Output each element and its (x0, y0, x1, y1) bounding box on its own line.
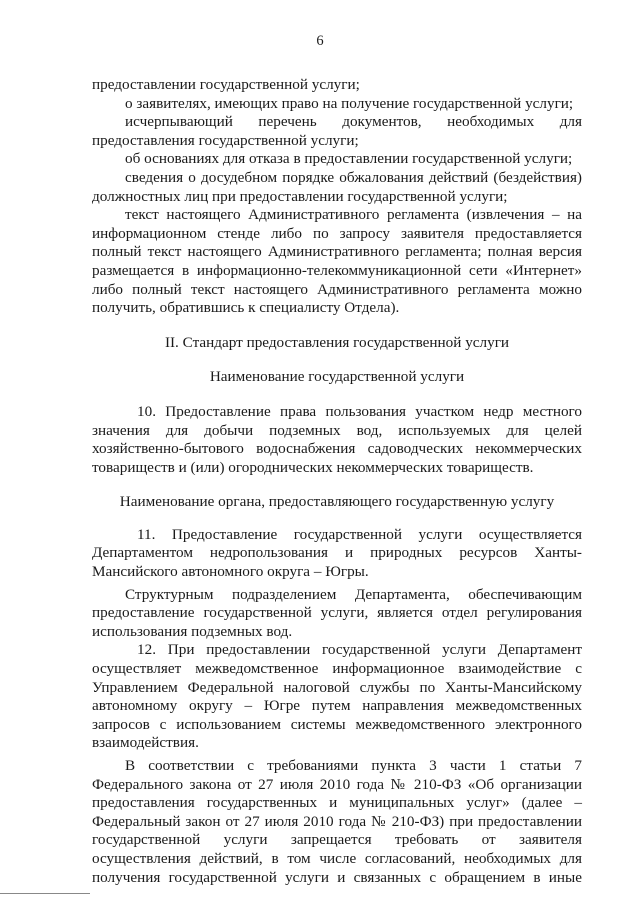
document-body (92, 76, 582, 887)
paragraph-11-structural-unit: Структурным подразделением Департамента, обеспечивающим предоставление государственной услуги, является отдел регулирования использования подземных вод. (92, 585, 582, 640)
paragraph-applicants: о заявителях, имеющих право на получение государственной услуги; (125, 94, 574, 112)
paragraph-10: 10. Предоставление права пользования участком недр местного значения для добычи подземных вод, используемых для целей хозяйственно-бытового водоснабжения садоводческих некоммерческих товариществ и (или) огороднических некоммерческих товариществ. (92, 402, 582, 476)
footer-rule (0, 893, 90, 894)
paragraph-federal-law: В соответствии с требованиями пункта 3 части 1 статьи 7 Федерального закона от 27 июля 2010 года № 210-ФЗ «Об организации предоставления государственных и муниципальных услуг» (далее – Федеральный закон от 27 июля 2010 года № 210-ФЗ) при предоставлении государственной услуги запрещается требовать от заявителя осуществления действий, в том числе согласований, необходимых для получения государственной услуги и связанных с обращением в иные (92, 757, 582, 886)
paragraph-documents-list: исчерпывающий перечень документов, необходимых для предоставления государственной услуги; (92, 113, 582, 149)
paragraph-refusal-grounds: об основаниях для отказа в предоставлении государственной услуги; (125, 150, 573, 168)
paragraph-11: 11. Предоставление государственной услуги осуществляется Департаментом недропользования и природных ресурсов Ханты-Мансийского автономного округа – Югры. (92, 525, 582, 581)
paragraph-12: 12. При предоставлении государственной услуги Департамент осуществляет межведомственное информационное взаимодействие с Управлением Федеральной налоговой службы по Ханты-Мансийскому автономному округу – Югре путем направления межведомственных запросов с использованием системы межведомственного электронного взаимодействия. (92, 641, 582, 752)
section-heading: II. Стандарт предоставления государственной услуги (164, 333, 510, 351)
paragraph-appeal-procedure: сведения о досудебном порядке обжалования действий (бездействия) должностных лиц при предоставлении государственной услуги; (92, 168, 582, 205)
page-number: 6 (316, 33, 324, 49)
subheading-service-name: Наименование государственной услуги (209, 368, 465, 386)
subheading-authority: Наименование органа, предоставляющего государственную услугу (119, 493, 555, 511)
paragraph-regulation-text: текст настоящего Административного регламента (извлечения – на информационном стенде либо по запросу заявителя предоставляется полный текст настоящего Административного регламента; полная версия размещается в информационно-телекоммуникационной сети «Интернет» либо полный текст настоящего Административного регламента можно получить, обратившись к специалисту Отдела). (92, 206, 582, 317)
paragraph-continued: предоставлении государственной услуги; (92, 76, 360, 93)
